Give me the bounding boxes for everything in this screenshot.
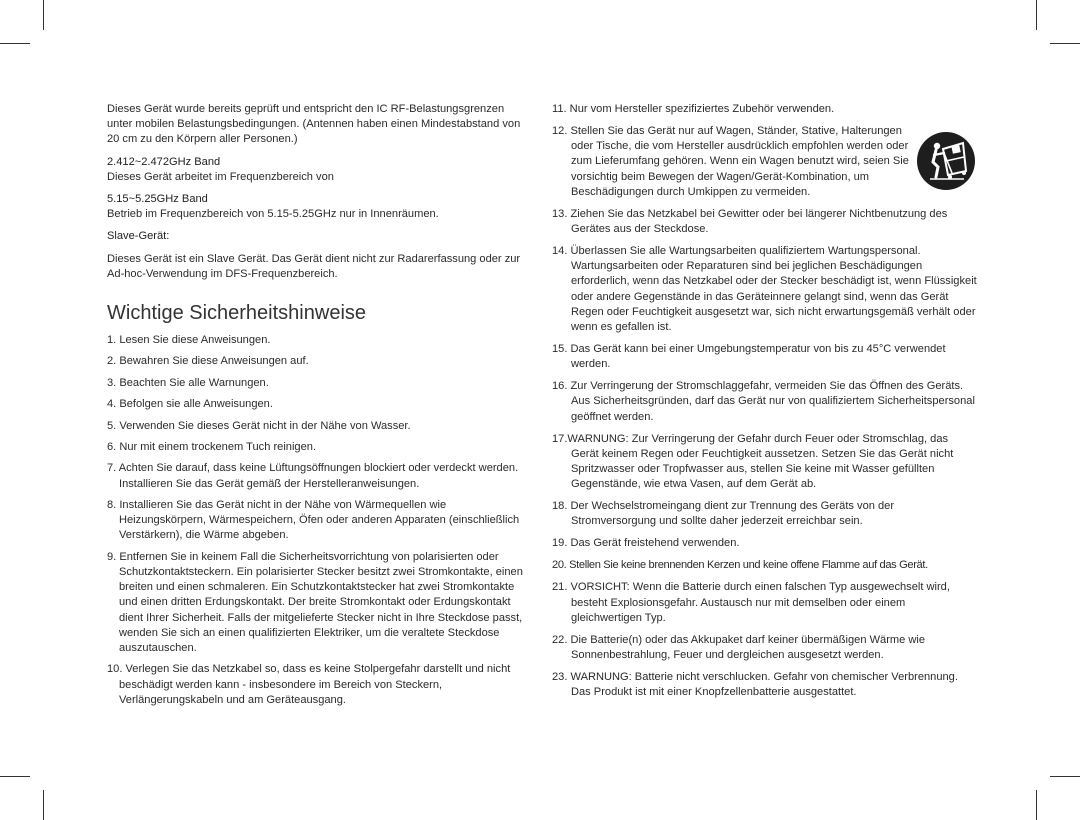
safety-item: 15. Das Gerät kann bei einer Umgebungstemperatur von bis zu 45°C verwendet werden. [552,343,946,371]
safety-item: 17.WARNUNG: Zur Verringerung der Gefahr durch Feuer oder Stromschlag, das Gerät keinem Regen oder Feuchtigkeit aussetzen. Setzen Sie das Gerät nicht Spritzwasser oder Tropfwasser aus, stellen Sie keine mit Wasser gefüllten Gegenstände, wie etwa Vasen, auf dem Gerät ab. [552,432,954,491]
safety-item: 20. Stellen Sie keine brennenden Kerzen und keine offene Flamme auf das Gerät. [552,559,928,572]
crop-mark [0,43,30,44]
safety-item: 9. Entfernen Sie in keinem Fall die Sicherheitsvorrichtung von polarisierten oder Schutzkontaktsteckern. Ein polarisierter Stecker besitzt zwei Stromkontakte, einen breiten und einen schmaleren. Ein Schutzkontaktstecker hat zwei Stromkontakte und einen dritten Erdungskontakt. Der breite Stromkontakt oder Erdungskontakt dient Ihrer Sicherheit. Falls der mitgelieferte Stecker nicht in Ihre Steckdose passt, wenden Sie sich an einen qualifizierten Elektriker, um die veraltete Steckdose auszutauschen. [107,550,523,654]
right-column [552,102,977,707]
safety-item: 13. Ziehen Sie das Netzkabel bei Gewitter oder bei längerer Nichtbenutzung des Gerätes aus der Steckdose. [552,207,948,236]
slave-title: Slave-Gerät: [107,230,170,243]
cart-tip-over-warning-icon [916,131,976,191]
safety-item: 11. Nur vom Hersteller spezifiziertes Zubehör verwenden. [552,103,835,115]
slave-text: Dieses Gerät ist ein Slave Gerät. Das Gerät dient nicht zur Radarerfassung oder zur Ad-hoc-Verwendung im DFS-Frequenzbereich. [107,252,521,280]
safety-item: 7. Achten Sie darauf, dass keine Lüftungsöffnungen blockiert oder verdeckt werden. Installieren Sie das Gerät gemäß der Herstelleranweisungen. [107,462,519,490]
crop-mark [1050,43,1080,44]
crop-mark [43,0,44,30]
band1-title: 2.412~2.472GHz Band [107,155,221,168]
safety-item: 21. VORSICHT: Wenn die Batterie durch einen falschen Typ ausgewechselt wird, besteht Explosionsgefahr. Austausch nur mit demselben oder einem gleichwertigen Typ. [552,581,950,624]
safety-item: 23. WARNUNG: Batterie nicht verschlucken. Gefahr von chemischer Verbrennung. Das Produkt ist mit einer Knopfzellenbatterie ausgestattet. [552,671,958,699]
crop-mark [1036,790,1037,820]
band2-title: 5.15~5.25GHz Band [107,193,208,206]
safety-item: 16. Zur Verringerung der Stromschlaggefahr, vermeiden Sie das Öffnen des Geräts. Aus Sicherheitsgründen, darf das Gerät nur von qualifiziertem Sicherheitspersonal geöffnet werden. [552,380,975,423]
crop-mark [1036,0,1037,30]
safety-item: 18. Der Wechselstromeingang dient zur Trennung des Geräts von der Stromversorgung und sollte daher jederzeit erreichbar sein. [552,500,895,528]
safety-item: 2. Bewahren Sie diese Anweisungen auf. [107,355,309,368]
safety-item: 8. Installieren Sie das Gerät nicht in der Nähe von Wärmequellen wie Heizungskörpern, Wärmespeichern, Öfen oder anderen Apparaten (einschließlich Verstärkern), die Wärme abgeben. [107,498,520,542]
safety-item: 10. Verlegen Sie das Netzkabel so, dass es keine Stolpergefahr darstellt und nicht beschädigt werden kann - insbesondere im Bereich von Steckern, Verlängerungskabeln und am Geräteausgang. [107,663,511,706]
compliance-text: Dieses Gerät wurde bereits geprüft und entspricht den IC RF-Belastungsgrenzen unter mobilen Belastungsbedingungen. (Antennen haben einen Mindestabstand von 20 cm zu den Körpern aller Personen.) [107,103,521,146]
safety-item: 6. Nur mit einem trockenem Tuch reinigen. [107,440,317,453]
safety-item: 14. Überlassen Sie alle Wartungsarbeiten qualifiziertem Wartungspersonal. Wartungsarbeiten oder Reparaturen sind bei jeglichen Beschädigungen erforderlich, wenn das Netzkabel oder der Stecker beschädigt ist, wenn Flüssigkeit oder andere Gegenstände in das Geräteinnere gelangt sind, wenn das Gerät Regen oder Feuchtigkeit ausgesetzt war, sich nicht erwartungsgemäß verhält oder wenn es gefallen ist. [552,245,977,334]
safety-item: 22. Die Batterie(n) oder das Akkupaket darf keiner übermäßigen Wärme wie Sonnenbestrahlung, Feuer und dergleichen ausgesetzt werden. [552,633,926,662]
safety-item: 12. Stellen Sie das Gerät nur auf Wagen, Ständer, Stative, Halterungen oder Tische, die vom Hersteller ausdrücklich empfohlen werden oder zum Lieferumfang gehören. Wenn ein Wagen benutzt wird, seien Sie vorsichtig beim Bewegen der Wagen/Gerät-Kombination, um Beschädigungen durch Umkippen zu vermeiden. [552,125,909,198]
safety-item: 3. Beachten Sie alle Warnungen. [107,376,269,389]
crop-mark [1050,776,1080,777]
safety-item: 1. Lesen Sie diese Anweisungen. [107,334,271,347]
crop-mark [0,776,30,777]
safety-heading: Wichtige Sicherheitshinweise [107,302,367,325]
safety-item: 4. Befolgen sie alle Anweisungen. [107,398,273,411]
crop-mark [43,790,44,820]
safety-item: 5. Verwenden Sie dieses Gerät nicht in der Nähe von Wasser. [107,419,411,432]
band1-text: Dieses Gerät arbeitet im Frequenzbereich von [107,170,334,183]
safety-item: 19. Das Gerät freistehend verwenden. [552,537,740,550]
left-column [107,102,527,714]
band2-text: Betrieb im Frequenzbereich von 5.15-5.25GHz nur in Innenräumen. [107,208,439,221]
